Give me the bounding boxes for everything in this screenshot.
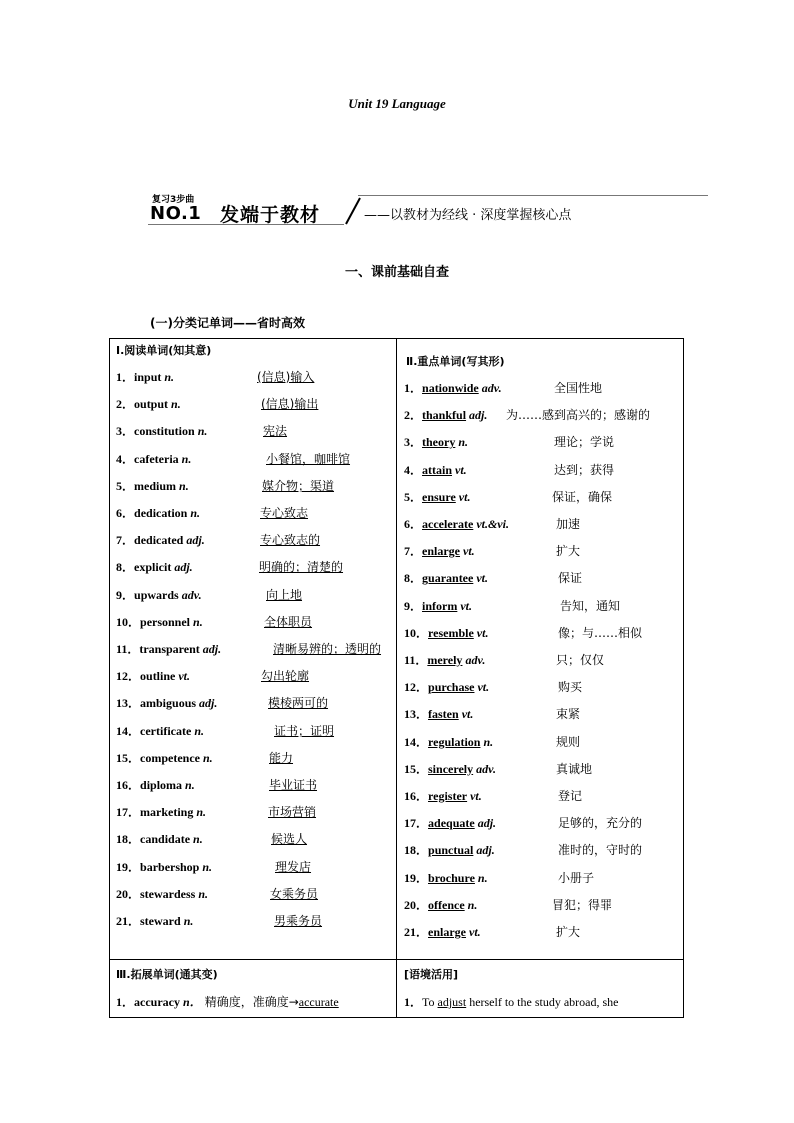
item-word: resemble: [428, 625, 474, 640]
item-part-of-speech: adv.: [476, 761, 497, 776]
item-word: enlarge: [428, 925, 467, 939]
list-item: [404, 732, 684, 752]
item-word: fasten: [428, 707, 459, 722]
item-part-of-speech: n.: [467, 897, 478, 912]
item-number: 17．: [404, 816, 429, 831]
item-number: 8．: [116, 560, 135, 575]
item-part-of-speech: n.: [198, 886, 209, 901]
item-word: explicit: [134, 560, 172, 575]
list-item: [404, 568, 684, 588]
item-word: attain: [422, 462, 453, 477]
item-part-of-speech: adv.: [481, 381, 502, 395]
item-part-of-speech: vt.: [458, 489, 471, 504]
list-item: [116, 693, 392, 713]
item-meaning: 小册子: [558, 870, 595, 885]
list-item: [116, 911, 392, 931]
banner-tagline: ——以教材为经线 · 深度掌握核心点: [364, 208, 572, 223]
table-divider-vertical: [396, 339, 397, 1017]
list-item: [404, 868, 684, 888]
item-number: 12．: [116, 669, 141, 684]
item-number: 20．: [404, 897, 429, 912]
list-item: [404, 487, 684, 507]
item-part-of-speech: vt.: [178, 669, 191, 684]
list-item: [404, 596, 684, 616]
item-word: stewardess: [140, 886, 196, 901]
item-meaning: 向上地: [266, 587, 303, 602]
key-words-heading: Ⅱ.重点单词(写其形): [406, 355, 505, 368]
item-number: 13．: [116, 696, 141, 711]
item-meaning: 真诚地: [556, 761, 593, 776]
item-meaning: 毕业证书: [269, 778, 318, 792]
item-number: 2．: [404, 408, 423, 423]
item-number: 12．: [404, 680, 429, 695]
item-number: 9．: [116, 587, 135, 602]
item-number: 11．: [116, 642, 140, 656]
item-number: 3．: [404, 435, 423, 450]
item-part-of-speech: n.: [171, 397, 181, 412]
item-word: dedication: [134, 506, 188, 520]
banner-number: NO.1: [150, 203, 202, 224]
item-meaning: 专心致志的: [260, 533, 321, 548]
item-word: brochure: [428, 870, 475, 885]
list-item: [116, 857, 392, 877]
item-part-of-speech: n.: [193, 614, 203, 629]
item-meaning: 明确的；清楚的: [259, 560, 344, 575]
list-item: [116, 802, 392, 822]
item-part-of-speech: n.: [179, 478, 189, 493]
item-word: ensure: [422, 489, 456, 504]
item-word: constitution: [134, 424, 195, 439]
list-item: [404, 650, 684, 670]
item-word: register: [428, 789, 468, 803]
list-item: [404, 677, 684, 697]
item-number: 11．: [404, 653, 428, 667]
item-number: 17．: [116, 805, 141, 820]
item-number: 14．: [404, 734, 429, 749]
item-part-of-speech: n.: [185, 778, 195, 792]
item-number: 5．: [404, 489, 423, 504]
item-meaning: 能力: [269, 750, 294, 765]
item-meaning: 购买: [558, 680, 583, 695]
item-number: 5．: [116, 478, 135, 493]
context-item-prefix: To: [422, 995, 438, 1009]
item-part-of-speech: vt.: [476, 625, 489, 640]
item-number: 1．: [404, 381, 423, 395]
list-item: [116, 421, 392, 441]
list-item: [116, 612, 392, 632]
list-item: [404, 759, 684, 779]
list-item: [116, 394, 392, 414]
item-part-of-speech: vt.: [461, 707, 474, 722]
item-word: enlarge: [422, 544, 461, 559]
list-item: [404, 432, 684, 452]
item-number: 21．: [116, 914, 141, 928]
item-part-of-speech: n.: [164, 370, 175, 384]
context-item-blank: adjust: [437, 995, 467, 1009]
item-part-of-speech: vt.: [469, 925, 481, 939]
item-word: purchase: [428, 680, 475, 695]
item-meaning: 市场营销: [268, 805, 317, 820]
item-meaning: 勾出轮廓: [261, 669, 310, 684]
item-part-of-speech: vt.: [455, 462, 467, 477]
list-item: [116, 639, 392, 659]
item-part-of-speech: vt.: [460, 598, 473, 613]
vocabulary-table: [109, 338, 684, 1018]
item-word: upwards: [134, 587, 179, 602]
list-item: [116, 530, 392, 550]
item-word: ambiguous: [140, 696, 197, 711]
item-word: medium: [134, 478, 177, 493]
item-meaning: (信息)输出: [261, 397, 319, 412]
item-meaning: 准时的，守时的: [558, 843, 643, 858]
banner-slash-icon: [342, 196, 364, 226]
item-number: 4．: [116, 451, 135, 466]
item-part-of-speech: n.: [197, 424, 208, 439]
item-number: 18．: [116, 832, 141, 847]
item-word: sincerely: [428, 761, 474, 776]
item-meaning: 女乘务员: [270, 886, 319, 901]
item-word: regulation: [428, 734, 481, 749]
list-item: [116, 476, 392, 496]
item-word: personnel: [140, 614, 191, 629]
item-word: diploma: [140, 778, 183, 792]
item-number: 9．: [404, 598, 423, 613]
list-item: [404, 922, 684, 942]
item-number: 16．: [404, 789, 429, 803]
item-number: 14．: [116, 723, 141, 738]
list-item: [404, 514, 684, 534]
item-meaning: (信息)输入: [257, 370, 315, 384]
item-word: adequate: [428, 816, 475, 831]
list-item: [116, 775, 392, 795]
item-part-of-speech: n.: [477, 870, 488, 885]
item-number: 16．: [116, 778, 141, 792]
item-number: 19．: [116, 859, 141, 874]
list-item: [116, 449, 392, 469]
item-part-of-speech: n.: [458, 435, 469, 450]
item-number: 2．: [116, 397, 135, 412]
item-number: 19．: [404, 870, 429, 885]
item-word: dedicated: [134, 533, 184, 548]
item-part-of-speech: n.: [181, 451, 192, 466]
item-meaning: 规则: [556, 734, 581, 749]
item-word: marketing: [140, 805, 194, 820]
item-meaning: 小餐馆，咖啡馆: [266, 451, 351, 466]
item-meaning: 像；与……相似: [558, 625, 643, 640]
item-word: candidate: [140, 832, 191, 847]
sub-heading: (一)分类记单词——省时高效: [150, 316, 305, 330]
banner-top-rule: [358, 195, 708, 196]
item-number: 10．: [116, 614, 141, 629]
unit-title: Unit 19 Language: [348, 96, 446, 111]
item-word: barbershop: [140, 859, 200, 874]
item-word: nationwide: [422, 381, 479, 395]
list-item: [404, 460, 684, 480]
item-number: 3．: [116, 424, 135, 439]
list-item: [404, 813, 684, 833]
item-part-of-speech: adv.: [465, 653, 486, 667]
item-part-of-speech: vt.: [476, 571, 489, 586]
extended-item-word: accuracy: [134, 995, 180, 1009]
item-number: 21．: [404, 925, 429, 939]
list-item: [404, 840, 684, 860]
context-item-number: 1．: [404, 995, 423, 1009]
item-number: 13．: [404, 707, 429, 722]
item-meaning: 媒介物；渠道: [262, 478, 335, 493]
list-item: [404, 895, 684, 915]
item-number: 15．: [404, 761, 429, 776]
item-word: inform: [422, 598, 458, 613]
item-word: guarantee: [422, 571, 474, 586]
item-part-of-speech: n.: [483, 734, 494, 749]
list-item: [116, 829, 392, 849]
item-meaning: 足够的，充分的: [558, 816, 643, 831]
item-meaning: 为……感到高兴的；感谢的: [506, 408, 651, 423]
item-number: 4．: [404, 462, 423, 477]
extended-item-number: 1．: [116, 995, 135, 1009]
item-meaning: 男乘务员: [274, 914, 323, 928]
list-item: [116, 557, 392, 577]
list-item: [116, 367, 392, 387]
item-meaning: 证书；证明: [274, 723, 335, 738]
item-word: punctual: [428, 843, 474, 858]
item-meaning: 束紧: [556, 707, 581, 722]
item-meaning: 保证，确保: [552, 489, 613, 504]
item-part-of-speech: vt.: [470, 789, 482, 803]
item-meaning: 登记: [558, 789, 583, 803]
reading-words-heading: Ⅰ.阅读单词(知其意): [116, 344, 212, 357]
list-item: [404, 786, 684, 806]
item-meaning: 全体职员: [264, 614, 313, 629]
item-number: 18．: [404, 843, 429, 858]
item-meaning: 全国性地: [554, 381, 603, 395]
item-part-of-speech: adj.: [469, 408, 488, 423]
item-word: output: [134, 397, 169, 412]
item-meaning: 宪法: [263, 424, 288, 439]
item-meaning: 只；仅仅: [556, 653, 605, 667]
item-number: 6．: [116, 506, 135, 520]
item-part-of-speech: adj.: [199, 696, 218, 711]
extended-item-derived: accurate: [298, 995, 339, 1009]
item-word: competence: [140, 750, 200, 765]
item-meaning: 保证: [558, 571, 583, 586]
list-item: [116, 884, 392, 904]
item-meaning: 告知，通知: [560, 598, 621, 613]
table-divider-horizontal: [110, 959, 683, 960]
item-part-of-speech: n.: [194, 723, 204, 738]
item-word: cafeteria: [134, 451, 179, 466]
item-part-of-speech: adv.: [181, 587, 202, 602]
item-meaning: 扩大: [556, 544, 581, 559]
list-item: [404, 405, 684, 425]
extended-item-meaning: 精确度，准确度→: [204, 995, 299, 1009]
item-part-of-speech: adj.: [174, 560, 193, 575]
item-word: offence: [428, 897, 465, 912]
item-word: merely: [427, 653, 463, 667]
item-meaning: 模棱两可的: [268, 696, 329, 711]
extended-words-heading: Ⅲ.拓展单词(通其变): [116, 968, 218, 981]
section-heading: 一、课前基础自查: [344, 265, 449, 280]
item-part-of-speech: vt.: [477, 680, 490, 695]
item-meaning: 加速: [556, 517, 581, 531]
item-meaning: 扩大: [556, 925, 581, 939]
item-number: 7．: [116, 533, 135, 548]
item-part-of-speech: vt.&vi.: [476, 517, 509, 531]
list-item: [404, 378, 684, 398]
item-part-of-speech: adj.: [186, 533, 205, 548]
item-number: 20．: [116, 886, 141, 901]
item-meaning: 清晰易辨的；透明的: [273, 642, 382, 656]
item-part-of-speech: n.: [190, 506, 201, 520]
item-word: steward: [140, 914, 181, 928]
item-meaning: 专心致志: [260, 506, 309, 520]
list-item: [116, 666, 392, 686]
banner-sub-label: 复习3步曲: [152, 195, 195, 205]
item-number: 6．: [404, 517, 423, 531]
list-item: [116, 585, 392, 605]
item-number: 1．: [116, 370, 135, 384]
item-meaning: 候选人: [271, 832, 308, 847]
item-part-of-speech: n.: [196, 805, 207, 820]
banner-bottom-rule: [148, 224, 344, 225]
item-word: input: [134, 370, 162, 384]
item-number: 10．: [404, 625, 429, 640]
item-meaning: 理论；学说: [554, 435, 615, 450]
banner-main-title: 发端于教材: [220, 204, 321, 226]
item-part-of-speech: n.: [203, 750, 213, 765]
item-part-of-speech: adj.: [476, 843, 495, 858]
item-word: outline: [140, 669, 176, 684]
list-item: [404, 541, 684, 561]
item-part-of-speech: adj.: [202, 642, 222, 656]
extended-item-pos: n．: [183, 995, 202, 1009]
extended-item: [116, 993, 339, 1010]
item-meaning: 冒犯；得罪: [552, 897, 613, 912]
list-item: [116, 748, 392, 768]
item-part-of-speech: n.: [193, 832, 203, 847]
item-meaning: 达到；获得: [554, 462, 615, 477]
list-item: [116, 721, 392, 741]
item-word: thankful: [422, 408, 467, 423]
item-number: 15．: [116, 750, 141, 765]
item-number: 7．: [404, 544, 423, 559]
context-item: [404, 993, 618, 1010]
context-practice-heading: [语境活用]: [404, 968, 459, 981]
item-part-of-speech: n.: [202, 859, 213, 874]
section-banner: [146, 190, 708, 230]
list-item: [116, 503, 392, 523]
item-word: theory: [422, 435, 456, 450]
item-number: 8．: [404, 571, 423, 586]
item-part-of-speech: n.: [183, 914, 194, 928]
list-item: [404, 704, 684, 724]
context-item-suffix: herself to the study abroad, she: [466, 995, 619, 1009]
list-item: [404, 623, 684, 643]
item-word: accelerate: [422, 517, 474, 531]
item-part-of-speech: adj.: [477, 816, 497, 831]
item-word: certificate: [140, 723, 192, 738]
item-word: transparent: [139, 642, 200, 656]
item-part-of-speech: vt.: [463, 544, 475, 559]
item-meaning: 理发店: [275, 859, 312, 874]
